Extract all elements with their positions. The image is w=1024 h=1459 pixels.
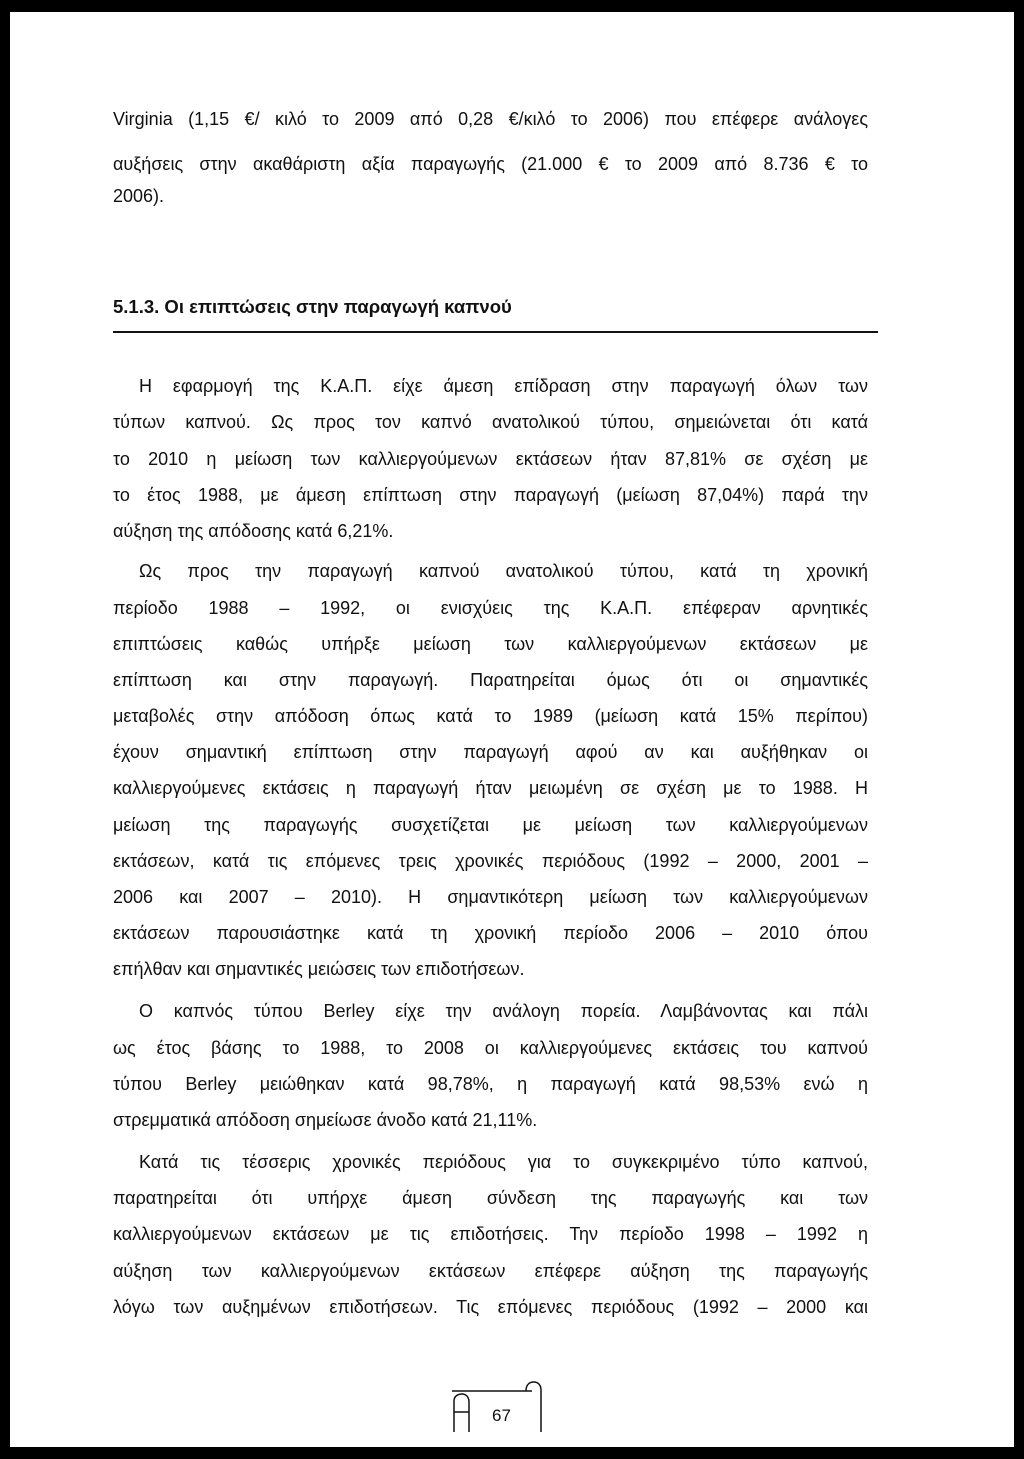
body-line: στρεμματικά απόδοση σημείωσε άνοδο κατά 21,11%. xyxy=(113,1110,538,1130)
body-line: επίπτωση και στην παραγωγή. Παρατηρείται όμως ότι οι σημαντικές xyxy=(113,670,868,690)
page-number: 67 xyxy=(492,1406,511,1425)
body-line: Virginia (1,15 €/ κιλό το 2009 από 0,28 €/κιλό το 2006) που επέφερε ανάλογες xyxy=(113,109,868,129)
body-line: το 2010 η μείωση των καλλιεργούμενων εκτάσεων ήταν 87,81% σε σχέση με xyxy=(113,449,868,469)
body-line: επήλθαν και σημαντικές μειώσεις των επιδοτήσεων. xyxy=(113,959,525,979)
body-line: αυξήσεις στην ακαθάριστη αξία παραγωγής (21.000 € το 2009 από 8.736 € το xyxy=(113,154,868,174)
body-line: καλλιεργούμενες εκτάσεις η παραγωγή ήταν μειωμένη σε σχέση με το 1988. Η xyxy=(113,778,868,798)
body-line: εκτάσεων, κατά τις επόμενες τρεις χρονικές περιόδους (1992 – 2000, 2001 – xyxy=(113,851,868,871)
body-line: το έτος 1988, με άμεση επίπτωση στην παραγωγή (μείωση 87,04%) παρά την xyxy=(113,485,868,505)
body-line: Κατά τις τέσσερις χρονικές περιόδους για το συγκεκριμένο τύπο καπνού, xyxy=(139,1152,868,1172)
body-line: επιπτώσεις καθώς υπήρξε μείωση των καλλιεργούμενων εκτάσεων με xyxy=(113,634,868,654)
body-line: Ως προς την παραγωγή καπνού ανατολικού τύπου, κατά τη χρονική xyxy=(139,561,868,581)
body-line: μείωση της παραγωγής συσχετίζεται με μείωση των καλλιεργούμενων xyxy=(113,815,868,835)
body-line: αύξηση των καλλιεργούμενων εκτάσεων επέφερε αύξηση της παραγωγής xyxy=(113,1261,868,1281)
body-line: καλλιεργούμενων εκτάσεων με τις επιδοτήσεις. Την περίοδο 1998 – 1992 η xyxy=(113,1224,868,1244)
body-line: εκτάσεων παρουσιάστηκε κατά τη χρονική περίοδο 2006 – 2010 όπου xyxy=(113,923,868,943)
body-line: παρατηρείται ότι υπήρχε άμεση σύνδεση της παραγωγής και των xyxy=(113,1188,868,1208)
body-line: λόγω των αυξημένων επιδοτήσεων. Τις επόμενες περιόδους (1992 – 2000 και xyxy=(113,1297,868,1317)
body-line: αύξηση της απόδοσης κατά 6,21%. xyxy=(113,521,394,541)
body-line: 2006 και 2007 – 2010). Η σημαντικότερη μείωση των καλλιεργούμενων xyxy=(113,887,868,907)
body-line: 2006). xyxy=(113,186,165,206)
body-line: τύπων καπνού. Ως προς τον καπνό ανατολικού τύπου, σημειώνεται ότι κατά xyxy=(113,412,868,432)
body-line: Η εφαρμογή της Κ.Α.Π. είχε άμεση επίδραση στην παραγωγή όλων των xyxy=(139,376,868,396)
body-line: ως έτος βάσης το 1988, το 2008 οι καλλιεργούμενες εκτάσεις του καπνού xyxy=(113,1038,868,1058)
section-heading: 5.1.3. Οι επιπτώσεις στην παραγωγή καπνού xyxy=(113,296,512,317)
page-footer xyxy=(450,1374,550,1434)
body-line: τύπου Berley μειώθηκαν κατά 98,78%, η παραγωγή κατά 98,53% ενώ η xyxy=(113,1074,868,1094)
body-line: περίοδο 1988 – 1992, οι ενισχύεις της Κ.Α.Π. επέφεραν αρνητικές xyxy=(113,598,868,618)
body-line: Ο καπνός τύπου Berley είχε την ανάλογη πορεία. Λαμβάνοντας και πάλι xyxy=(139,1001,868,1021)
body-line: έχουν σημαντική επίπτωση στην παραγωγή αφού αν και αυξήθηκαν οι xyxy=(113,742,868,762)
heading-underline xyxy=(113,331,878,333)
body-line: μεταβολές στην απόδοση όπως κατά το 1989 (μείωση κατά 15% περίπου) xyxy=(113,706,868,726)
